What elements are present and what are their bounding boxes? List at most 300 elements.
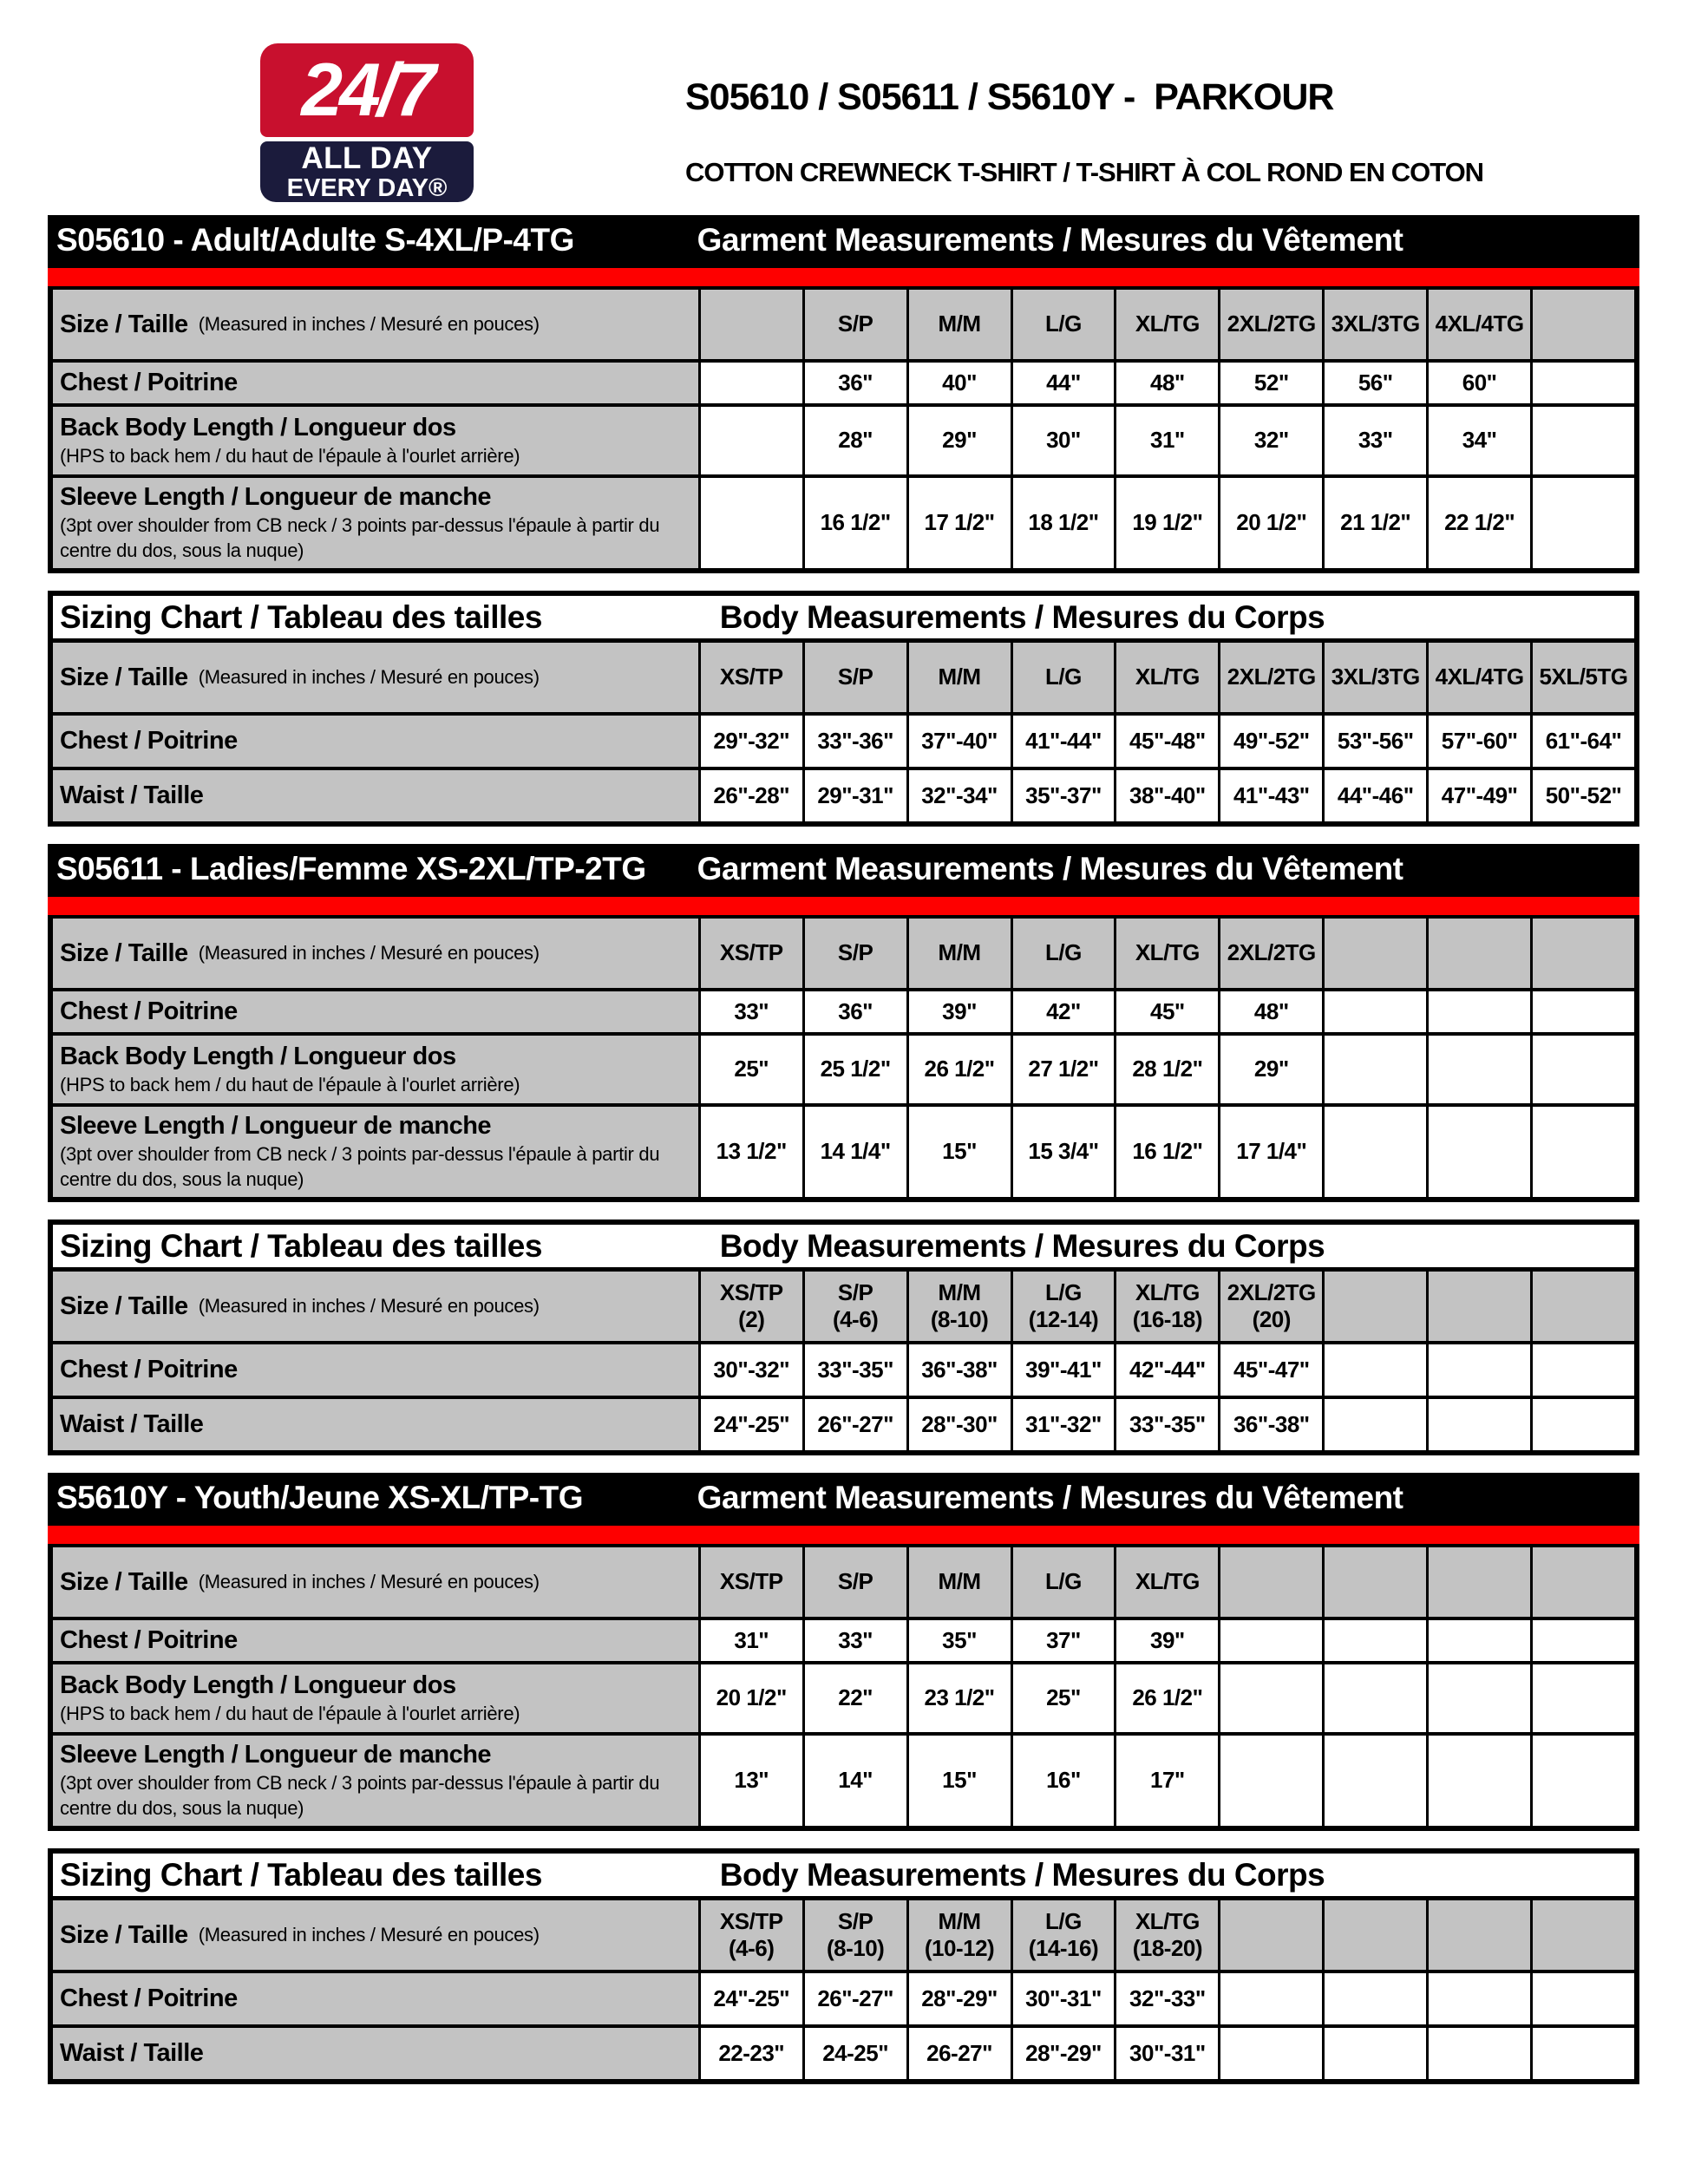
empty-cell: [1426, 1547, 1530, 1617]
size-col-header: L/G: [1011, 919, 1115, 988]
section-header-right: Body Measurements / Mesures du Corps: [719, 1227, 1325, 1264]
value-cell: 33"-35": [1114, 1399, 1218, 1450]
value-cell: 42": [1011, 991, 1115, 1032]
empty-cell: [1322, 1344, 1426, 1396]
row-label-bold: Sleeve Length / Longueur de manche: [60, 482, 492, 511]
garment-measurements-table: [48, 290, 1639, 573]
empty-cell: [1322, 1547, 1426, 1617]
empty-cell: [1322, 2028, 1426, 2079]
size-col-header: XS/TP: [698, 919, 802, 988]
value-cell: 61"-64": [1530, 716, 1634, 767]
value-cell: 30": [1011, 407, 1115, 474]
size-col-header: XL/TG: [1114, 290, 1218, 359]
size-col-header: M/M (8-10): [906, 1272, 1011, 1341]
value-cell: 15": [906, 1107, 1011, 1197]
empty-cell: [698, 478, 802, 568]
value-cell: 15 3/4": [1011, 1107, 1115, 1197]
empty-cell: [1426, 1272, 1530, 1341]
measurement-row: [53, 1344, 1634, 1399]
value-cell: 35": [906, 1620, 1011, 1661]
empty-cell: [1426, 1036, 1530, 1103]
value-cell: 21 1/2": [1322, 478, 1426, 568]
value-cell: 29": [906, 407, 1011, 474]
size-col-header: 2XL/2TG: [1218, 643, 1322, 712]
value-cell: 32"-33": [1114, 1973, 1218, 2024]
value-cell: 37"-40": [906, 716, 1011, 767]
size-header-row: [53, 1547, 1634, 1620]
empty-cell: [1322, 1664, 1426, 1732]
value-cell: 33": [802, 1620, 906, 1661]
empty-cell: [698, 290, 802, 359]
value-cell: 17 1/4": [1218, 1107, 1322, 1197]
size-col-header: 5XL/5TG: [1530, 643, 1634, 712]
size-label-bold: Size / Taille: [60, 1567, 188, 1596]
value-cell: 14": [802, 1736, 906, 1826]
section-title: S05611 - Ladies/Femme XS-2XL/TP-2TG: [56, 851, 646, 886]
value-cell: 29"-32": [698, 716, 802, 767]
empty-cell: [1530, 1399, 1634, 1450]
size-label-note: (Measured in inches / Mesuré en pouces): [198, 313, 540, 336]
empty-cell: [1530, 1547, 1634, 1617]
row-label-note: (3pt over shoulder from CB neck / 3 points par-dessus l'épaule à partir du centre du dos, sous la nuque): [60, 1142, 660, 1191]
value-cell: 32": [1218, 407, 1322, 474]
size-row-label: [53, 290, 698, 359]
size-col-header: L/G (14-16): [1011, 1900, 1115, 1970]
section-title: S5610Y - Youth/Jeune XS-XL/TP-TG: [56, 1480, 583, 1515]
empty-cell: [1218, 1664, 1322, 1732]
title-block: [685, 76, 1483, 188]
size-row-label: [53, 1272, 698, 1341]
document-header: [48, 0, 1639, 215]
row-label: [53, 1344, 698, 1396]
section-1-garment: [48, 215, 1639, 573]
row-label-bold: Chest / Poitrine: [60, 1356, 238, 1384]
row-label: [53, 1036, 698, 1103]
empty-cell: [1322, 1736, 1426, 1826]
value-cell: 25 1/2": [802, 1036, 906, 1103]
row-label: [53, 1736, 698, 1826]
logo-tagline-line1: ALL DAY: [301, 141, 433, 175]
empty-cell: [1322, 1272, 1426, 1341]
size-col-header: S/P (8-10): [802, 1900, 906, 1970]
measurement-row: [53, 1736, 1634, 1826]
value-cell: 19 1/2": [1114, 478, 1218, 568]
size-col-header: S/P (4-6): [802, 1272, 906, 1341]
value-cell: 33"-35": [802, 1344, 906, 1396]
value-cell: 27 1/2": [1011, 1036, 1115, 1103]
size-col-header: 2XL/2TG: [1218, 290, 1322, 359]
empty-cell: [1426, 1736, 1530, 1826]
size-label-note: (Measured in inches / Mesuré en pouces): [198, 666, 540, 689]
section-5-garment: [48, 1473, 1639, 1831]
value-cell: 39": [906, 991, 1011, 1032]
size-label-bold: Size / Taille: [60, 310, 188, 338]
size-col-header: S/P: [802, 919, 906, 988]
value-cell: 24"-25": [698, 1399, 802, 1450]
value-cell: 26 1/2": [1114, 1664, 1218, 1732]
measurement-row: [53, 716, 1634, 770]
measurement-row: [53, 407, 1634, 478]
size-col-header: M/M: [906, 290, 1011, 359]
empty-cell: [1426, 1973, 1530, 2024]
row-label-bold: Sleeve Length / Longueur de manche: [60, 1111, 492, 1140]
empty-cell: [698, 407, 802, 474]
section-header-right: Body Measurements / Mesures du Corps: [719, 598, 1325, 635]
body-measurements-table: [48, 1220, 1639, 1455]
size-header-row: [53, 290, 1634, 363]
measurement-row: [53, 1036, 1634, 1107]
size-label-bold: Size / Taille: [60, 938, 188, 967]
value-cell: 49"-52": [1218, 716, 1322, 767]
empty-cell: [1530, 1036, 1634, 1103]
section-header-bar: [53, 596, 1634, 643]
size-col-header: L/G: [1011, 643, 1115, 712]
value-cell: 45": [1114, 991, 1218, 1032]
empty-cell: [1426, 1900, 1530, 1970]
empty-cell: [1530, 1736, 1634, 1826]
value-cell: 26"-27": [802, 1399, 906, 1450]
row-label-bold: Back Body Length / Longueur dos: [60, 1671, 456, 1699]
value-cell: 48": [1218, 991, 1322, 1032]
logo-24-7-badge: [260, 43, 474, 137]
row-label-note: (3pt over shoulder from CB neck / 3 points par-dessus l'épaule à partir du centre du dos, sous la nuque): [60, 1771, 660, 1820]
value-cell: 44": [1011, 363, 1115, 403]
logo-tagline-badge: [260, 141, 474, 202]
value-cell: 57"-60": [1426, 716, 1530, 767]
value-cell: 47"-49": [1426, 770, 1530, 821]
value-cell: 28"-29": [1011, 2028, 1115, 2079]
value-cell: 60": [1426, 363, 1530, 403]
empty-cell: [1322, 1900, 1426, 1970]
section-header-bar: [48, 1473, 1639, 1523]
logo-24-7-text: 24/7: [301, 49, 433, 132]
garment-measurements-table: [48, 1547, 1639, 1831]
row-label: [53, 1620, 698, 1661]
size-col-header: XL/TG: [1114, 919, 1218, 988]
size-col-header: 4XL/4TG: [1426, 643, 1530, 712]
size-col-header: 2XL/2TG: [1218, 919, 1322, 988]
row-label-note: (HPS to back hem / du haut de l'épaule à l'ourlet arrière): [60, 444, 520, 467]
size-label-note: (Measured in inches / Mesuré en pouces): [198, 1924, 540, 1946]
value-cell: 17": [1114, 1736, 1218, 1826]
body-measurements-table: [48, 591, 1639, 827]
size-col-header: L/G (12-14): [1011, 1272, 1115, 1341]
row-label-bold: Chest / Poitrine: [60, 1626, 238, 1655]
empty-cell: [1530, 290, 1634, 359]
row-label-bold: Chest / Poitrine: [60, 997, 238, 1026]
section-header-bar: [48, 215, 1639, 265]
value-cell: 22": [802, 1664, 906, 1732]
empty-cell: [1530, 1272, 1634, 1341]
section-3-garment: [48, 844, 1639, 1202]
row-label-bold: Waist / Taille: [60, 781, 204, 810]
value-cell: 13 1/2": [698, 1107, 802, 1197]
value-cell: 36": [802, 991, 906, 1032]
value-cell: 33": [1322, 407, 1426, 474]
value-cell: 36": [802, 363, 906, 403]
size-col-header: XS/TP: [698, 1547, 802, 1617]
empty-cell: [1426, 1399, 1530, 1450]
value-cell: 41"-43": [1218, 770, 1322, 821]
size-table-sections: [48, 215, 1639, 2084]
empty-cell: [1322, 919, 1426, 988]
value-cell: 20 1/2": [698, 1664, 802, 1732]
section-title: Sizing Chart / Tableau des tailles: [60, 1856, 542, 1893]
empty-cell: [1322, 1973, 1426, 2024]
value-cell: 25": [698, 1036, 802, 1103]
empty-cell: [1218, 2028, 1322, 2079]
size-label-bold: Size / Taille: [60, 1291, 188, 1320]
value-cell: 28"-29": [906, 1973, 1011, 2024]
empty-cell: [1218, 1973, 1322, 2024]
value-cell: 20 1/2": [1218, 478, 1322, 568]
value-cell: 22-23": [698, 2028, 802, 2079]
row-label-bold: Waist / Taille: [60, 1410, 204, 1439]
empty-cell: [1322, 1107, 1426, 1197]
size-col-header: XL/TG (16-18): [1114, 1272, 1218, 1341]
size-col-header: L/G: [1011, 1547, 1115, 1617]
empty-cell: [1530, 991, 1634, 1032]
value-cell: 28": [802, 407, 906, 474]
row-label: [53, 991, 698, 1032]
row-label: [53, 478, 698, 568]
section-header-right: Body Measurements / Mesures du Corps: [719, 1856, 1325, 1893]
size-col-header: M/M: [906, 643, 1011, 712]
size-col-header: S/P: [802, 1547, 906, 1617]
garment-measurements-table: [48, 919, 1639, 1202]
value-cell: 39": [1114, 1620, 1218, 1661]
value-cell: 26"-27": [802, 1973, 906, 2024]
value-cell: 31": [698, 1620, 802, 1661]
measurement-row: [53, 1620, 1634, 1664]
empty-cell: [1322, 991, 1426, 1032]
size-col-header: 3XL/3TG: [1322, 290, 1426, 359]
empty-cell: [1426, 1344, 1530, 1396]
empty-cell: [698, 363, 802, 403]
section-header-bar: [53, 1225, 1634, 1272]
value-cell: 13": [698, 1736, 802, 1826]
body-measurements-table: [48, 1848, 1639, 2084]
row-label-note: (3pt over shoulder from CB neck / 3 points par-dessus l'épaule à partir du centre du dos, sous la nuque): [60, 513, 660, 562]
size-col-header: 3XL/3TG: [1322, 643, 1426, 712]
value-cell: 23 1/2": [906, 1664, 1011, 1732]
size-col-header: L/G: [1011, 290, 1115, 359]
size-label-bold: Size / Taille: [60, 663, 188, 691]
empty-cell: [1426, 1664, 1530, 1732]
size-col-header: M/M: [906, 1547, 1011, 1617]
value-cell: 26"-28": [698, 770, 802, 821]
size-header-row: [53, 643, 1634, 716]
section-title: Sizing Chart / Tableau des tailles: [60, 1227, 542, 1264]
empty-cell: [1530, 1900, 1634, 1970]
size-label-note: (Measured in inches / Mesuré en pouces): [198, 942, 540, 964]
value-cell: 16": [1011, 1736, 1115, 1826]
value-cell: 16 1/2": [1114, 1107, 1218, 1197]
size-header-row: [53, 919, 1634, 991]
size-row-label: [53, 1547, 698, 1617]
value-cell: 32"-34": [906, 770, 1011, 821]
accent-stripe: [48, 1523, 1639, 1547]
value-cell: 30"-31": [1011, 1973, 1115, 2024]
size-header-row: [53, 1272, 1634, 1344]
row-label-note: (HPS to back hem / du haut de l'épaule à l'ourlet arrière): [60, 1702, 520, 1724]
section-title: S05610 - Adult/Adulte S-4XL/P-4TG: [56, 222, 574, 258]
empty-cell: [1218, 1900, 1322, 1970]
empty-cell: [1218, 1547, 1322, 1617]
value-cell: 24-25": [802, 2028, 906, 2079]
empty-cell: [1426, 2028, 1530, 2079]
accent-stripe: [48, 894, 1639, 919]
value-cell: 42"-44": [1114, 1344, 1218, 1396]
row-label: [53, 770, 698, 821]
row-label-bold: Chest / Poitrine: [60, 369, 238, 397]
empty-cell: [1530, 1620, 1634, 1661]
empty-cell: [1426, 919, 1530, 988]
value-cell: 29": [1218, 1036, 1322, 1103]
row-label-note: (HPS to back hem / du haut de l'épaule à l'ourlet arrière): [60, 1073, 520, 1095]
empty-cell: [1322, 1620, 1426, 1661]
row-label: [53, 1664, 698, 1732]
measurement-row: [53, 2028, 1634, 2079]
section-header-right: Garment Measurements / Mesures du Vêtement: [697, 851, 1403, 886]
measurement-row: [53, 770, 1634, 821]
size-col-header: 4XL/4TG: [1426, 290, 1530, 359]
size-label-bold: Size / Taille: [60, 1920, 188, 1949]
section-4-sizing: [48, 1220, 1639, 1455]
product-title: S05610 / S05611 / S5610Y - PARKOUR: [685, 76, 1334, 118]
value-cell: 39"-41": [1011, 1344, 1115, 1396]
value-cell: 48": [1114, 363, 1218, 403]
value-cell: 14 1/4": [802, 1107, 906, 1197]
value-cell: 18 1/2": [1011, 478, 1115, 568]
value-cell: 26-27": [906, 2028, 1011, 2079]
value-cell: 52": [1218, 363, 1322, 403]
value-cell: 33": [698, 991, 802, 1032]
value-cell: 36"-38": [1218, 1399, 1322, 1450]
row-label: [53, 716, 698, 767]
value-cell: 34": [1426, 407, 1530, 474]
empty-cell: [1530, 1344, 1634, 1396]
accent-stripe: [48, 265, 1639, 290]
size-col-header: 2XL/2TG (20): [1218, 1272, 1322, 1341]
size-col-header: M/M: [906, 919, 1011, 988]
row-label-bold: Sleeve Length / Longueur de manche: [60, 1740, 492, 1769]
product-subtitle: COTTON CREWNECK T-SHIRT / T-SHIRT À COL ROND EN COTON: [685, 157, 1484, 187]
logo-tagline-line2: EVERY DAY®: [286, 173, 448, 202]
value-cell: 44"-46": [1322, 770, 1426, 821]
size-col-header: XS/TP (2): [698, 1272, 802, 1341]
size-row-label: [53, 1900, 698, 1970]
size-col-header: XL/TG: [1114, 643, 1218, 712]
row-label: [53, 2028, 698, 2079]
value-cell: 36"-38": [906, 1344, 1011, 1396]
value-cell: 50"-52": [1530, 770, 1634, 821]
empty-cell: [1530, 919, 1634, 988]
section-header-right: Garment Measurements / Mesures du Vêtement: [697, 222, 1403, 258]
value-cell: 30"-31": [1114, 2028, 1218, 2079]
section-title: Sizing Chart / Tableau des tailles: [60, 598, 542, 635]
measurement-row: [53, 991, 1634, 1036]
empty-cell: [1322, 1036, 1426, 1103]
value-cell: 15": [906, 1736, 1011, 1826]
value-cell: 26 1/2": [906, 1036, 1011, 1103]
measurement-row: [53, 1664, 1634, 1736]
size-col-header: S/P: [802, 643, 906, 712]
section-header-right: Garment Measurements / Mesures du Vêtement: [697, 1480, 1403, 1515]
row-label-bold: Chest / Poitrine: [60, 727, 238, 755]
size-label-note: (Measured in inches / Mesuré en pouces): [198, 1571, 540, 1593]
row-label: [53, 1973, 698, 2024]
empty-cell: [1530, 407, 1634, 474]
value-cell: 41"-44": [1011, 716, 1115, 767]
empty-cell: [1426, 991, 1530, 1032]
empty-cell: [1530, 1973, 1634, 2024]
value-cell: 31"-32": [1011, 1399, 1115, 1450]
row-label: [53, 363, 698, 403]
value-cell: 53"-56": [1322, 716, 1426, 767]
row-label: [53, 407, 698, 474]
value-cell: 22 1/2": [1426, 478, 1530, 568]
section-header-bar: [53, 1854, 1634, 1900]
value-cell: 38"-40": [1114, 770, 1218, 821]
value-cell: 31": [1114, 407, 1218, 474]
row-label-bold: Back Body Length / Longueur dos: [60, 1042, 456, 1070]
value-cell: 45"-48": [1114, 716, 1218, 767]
row-label-bold: Waist / Taille: [60, 2039, 204, 2068]
empty-cell: [1218, 1620, 1322, 1661]
empty-cell: [1322, 1399, 1426, 1450]
empty-cell: [1530, 363, 1634, 403]
measurement-row: [53, 1973, 1634, 2028]
measurement-row: [53, 1107, 1634, 1197]
value-cell: 17 1/2": [906, 478, 1011, 568]
size-col-header: M/M (10-12): [906, 1900, 1011, 1970]
value-cell: 30"-32": [698, 1344, 802, 1396]
empty-cell: [1530, 1664, 1634, 1732]
empty-cell: [1530, 478, 1634, 568]
size-col-header: XS/TP: [698, 643, 802, 712]
section-2-sizing: [48, 591, 1639, 827]
value-cell: 16 1/2": [802, 478, 906, 568]
brand-logo: [260, 43, 474, 202]
empty-cell: [1426, 1107, 1530, 1197]
size-label-note: (Measured in inches / Mesuré en pouces): [198, 1295, 540, 1318]
value-cell: 56": [1322, 363, 1426, 403]
measurement-row: [53, 478, 1634, 568]
size-row-label: [53, 643, 698, 712]
value-cell: 24"-25": [698, 1973, 802, 2024]
empty-cell: [1426, 1620, 1530, 1661]
value-cell: 28 1/2": [1114, 1036, 1218, 1103]
size-col-header: XS/TP (4-6): [698, 1900, 802, 1970]
empty-cell: [1530, 2028, 1634, 2079]
value-cell: 45"-47": [1218, 1344, 1322, 1396]
value-cell: 33"-36": [802, 716, 906, 767]
empty-cell: [1218, 1736, 1322, 1826]
row-label-bold: Back Body Length / Longueur dos: [60, 413, 456, 441]
row-label: [53, 1107, 698, 1197]
measurement-row: [53, 363, 1634, 407]
size-col-header: XL/TG: [1114, 1547, 1218, 1617]
measurement-row: [53, 1399, 1634, 1450]
row-label: [53, 1399, 698, 1450]
section-6-sizing: [48, 1848, 1639, 2084]
value-cell: 37": [1011, 1620, 1115, 1661]
empty-cell: [1530, 1107, 1634, 1197]
size-header-row: [53, 1900, 1634, 1973]
size-col-header: S/P: [802, 290, 906, 359]
value-cell: 29"-31": [802, 770, 906, 821]
